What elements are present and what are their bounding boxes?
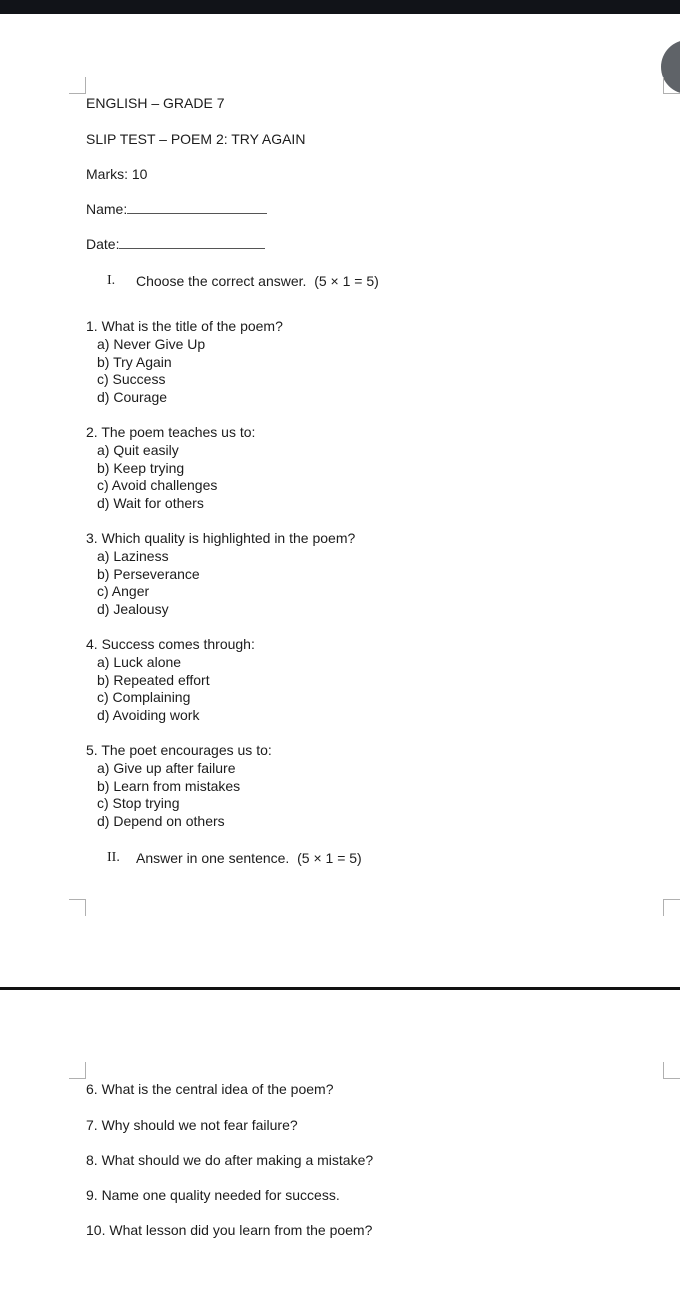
- option-c: c) Avoid challenges: [97, 477, 218, 494]
- option-b: b) Learn from mistakes: [97, 777, 241, 794]
- mcq-question-4: [86, 636, 255, 725]
- option-c: c) Complaining: [97, 689, 191, 706]
- section1-title: Choose the correct answer.: [136, 273, 307, 289]
- section2-marks: (5 × 1 = 5): [297, 850, 362, 866]
- option-a: a) Laziness: [97, 547, 169, 564]
- question-text: 2. The poem teaches us to:: [86, 424, 256, 440]
- short-question-8: 8. What should we do after making a mistake?: [86, 1152, 374, 1168]
- section2-heading: [136, 850, 362, 866]
- option-d: d) Depend on others: [97, 813, 225, 830]
- question-text: 1. What is the title of the poem?: [86, 318, 283, 334]
- option-a: a) Give up after failure: [97, 759, 236, 776]
- date-label: Date:: [86, 236, 120, 252]
- short-question-6: 6. What is the central idea of the poem?: [86, 1081, 334, 1097]
- option-a: a) Quit easily: [97, 441, 179, 458]
- date-blank[interactable]: [119, 236, 265, 249]
- option-c: c) Anger: [97, 583, 150, 600]
- option-b: b) Perseverance: [97, 565, 200, 582]
- short-question-7: 7. Why should we not fear failure?: [86, 1117, 298, 1133]
- short-question-9: 9. Name one quality needed for success.: [86, 1187, 340, 1203]
- question-text: 5. The poet encourages us to:: [86, 742, 272, 758]
- page-corner-mark: [663, 77, 680, 94]
- top-status-bar: [0, 0, 680, 14]
- option-d: d) Courage: [97, 389, 168, 406]
- date-field[interactable]: [86, 236, 265, 252]
- page-corner-mark: [69, 899, 86, 916]
- option-a: a) Luck alone: [97, 653, 182, 670]
- option-d: d) Wait for others: [97, 495, 204, 512]
- name-label: Name:: [86, 201, 128, 217]
- question-text: 4. Success comes through:: [86, 636, 255, 652]
- page-corner-mark: [663, 1062, 680, 1079]
- option-c: c) Stop trying: [97, 795, 180, 812]
- section1-heading: [136, 273, 379, 289]
- option-d: d) Avoiding work: [97, 707, 200, 724]
- mcq-question-3: [86, 530, 355, 619]
- page-corner-mark: [69, 77, 86, 94]
- mcq-question-2: [86, 424, 255, 513]
- test-title: SLIP TEST – POEM 2: TRY AGAIN: [86, 131, 306, 147]
- section2-numeral: II.: [107, 850, 120, 865]
- option-b: b) Repeated effort: [97, 671, 210, 688]
- section1-numeral: I.: [107, 273, 116, 288]
- section2-title: Answer in one sentence.: [136, 850, 290, 866]
- subject-heading: ENGLISH – GRADE 7: [86, 95, 225, 111]
- section1-marks: (5 × 1 = 5): [314, 273, 379, 289]
- name-field[interactable]: [86, 201, 267, 217]
- mcq-question-5: [86, 742, 272, 831]
- option-d: d) Jealousy: [97, 601, 169, 618]
- option-a: a) Never Give Up: [97, 335, 206, 352]
- question-text: 3. Which quality is highlighted in the poem?: [86, 530, 356, 546]
- page-corner-mark: [663, 899, 680, 916]
- option-c: c) Success: [97, 371, 166, 388]
- option-b: b) Try Again: [97, 353, 172, 370]
- mcq-question-1: [86, 318, 283, 407]
- short-question-10: 10. What lesson did you learn from the poem?: [86, 1222, 373, 1238]
- option-b: b) Keep trying: [97, 459, 185, 476]
- page-separator: [0, 987, 680, 990]
- name-blank[interactable]: [127, 201, 267, 214]
- marks-label: Marks: 10: [86, 166, 148, 182]
- page-corner-mark: [69, 1062, 86, 1079]
